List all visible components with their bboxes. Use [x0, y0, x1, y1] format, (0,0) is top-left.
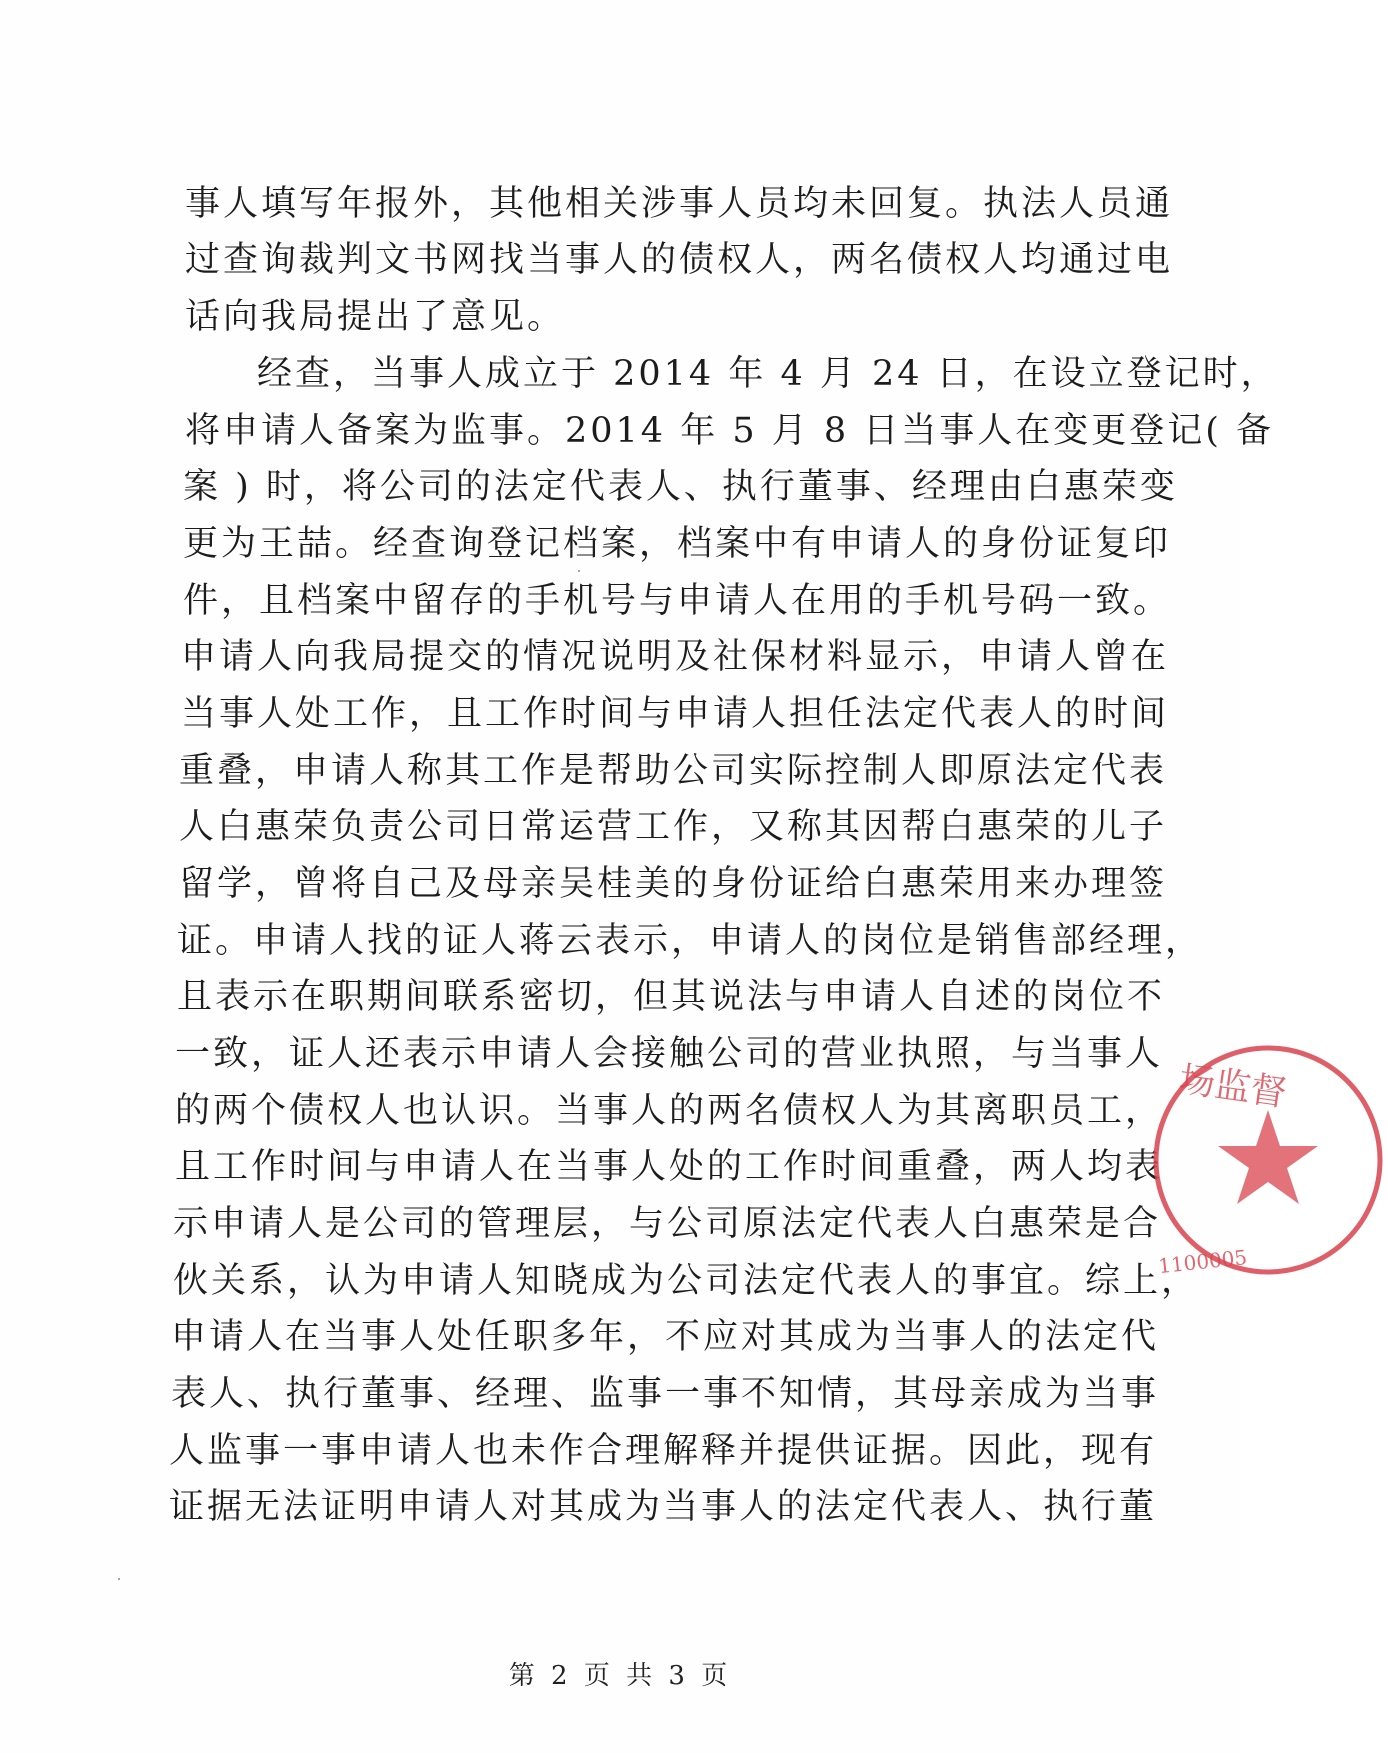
body-line-6: 案 ) 时，将公司的法定代表人、执行董事、经理由白惠荣变 — [183, 467, 1178, 507]
page-footer: 第 2 页 共 3 页 — [508, 1661, 732, 1691]
body-line-12: 人白惠荣负责公司日常运营工作，又称其因帮白惠荣的儿子 — [179, 807, 1168, 847]
body-line-21: 申请人在当事人处任职多年，不应对其成为当事人的法定代 — [171, 1317, 1160, 1357]
body-line-20: 伙关系，认为申请人知晓成为公司法定代表人的事宜。综上， — [173, 1261, 1200, 1301]
body-line-3: 话向我局提出了意见。 — [185, 297, 566, 337]
seal-number: 1100005 — [1157, 1244, 1249, 1279]
body-line-13: 留学，曾将自己及母亲吴桂美的身份证给白惠荣用来办理签 — [179, 864, 1168, 904]
body-line-7: 更为王喆。经查询登记档案，档案中有申请人的身份证复印 — [183, 524, 1172, 564]
scan-speck — [118, 1578, 120, 1580]
body-line-9: 申请人向我局提交的情况说明及社保材料显示，申请人曾在 — [181, 637, 1170, 677]
official-seal — [1148, 1040, 1388, 1280]
seal-star-icon — [1218, 1110, 1318, 1204]
body-line-22: 表人、执行董事、经理、监事一事不知情，其母亲成为当事 — [171, 1374, 1160, 1414]
body-line-17: 的两个债权人也认识。当事人的两名债权人为其离职员工， — [175, 1091, 1164, 1131]
body-line-16: 一致，证人还表示申请人会接触公司的营业执照，与当事人 — [175, 1034, 1164, 1074]
body-line-8: 件，且档案中留存的手机号与申请人在用的手机号码一致。 — [183, 581, 1172, 621]
body-line-1: 事人填写年报外，其他相关涉事人员均未回复。执法人员通 — [185, 184, 1174, 224]
body-line-19: 示申请人是公司的管理层，与公司原法定代表人白惠荣是合 — [173, 1204, 1162, 1244]
body-line-2: 过查询裁判文书网找当事人的债权人，两名债权人均通过电 — [185, 240, 1174, 280]
body-line-14: 证。申请人找的证人蒋云表示，申请人的岗位是销售部经理， — [177, 921, 1204, 961]
body-line-15: 且表示在职期间联系密切，但其说法与申请人自述的岗位不 — [177, 977, 1166, 1017]
body-line-18: 且工作时间与申请人在当事人处的工作时间重叠，两人均表 — [175, 1147, 1164, 1187]
body-line-11: 重叠，申请人称其工作是帮助公司实际控制人即原法定代表 — [179, 751, 1168, 791]
body-line-4: 经查，当事人成立于 2014 年 4 月 24 日，在设立登记时， — [257, 354, 1279, 394]
body-line-5: 将申请人备案为监事。2014 年 5 月 8 日当事人在变更登记( 备 — [185, 411, 1275, 451]
body-line-23: 人监事一事申请人也未作合理解释并提供证据。因此，现有 — [169, 1431, 1158, 1471]
body-line-10: 当事人处工作，且工作时间与申请人担任法定代表人的时间 — [181, 694, 1170, 734]
seal-text: 场监督 — [1176, 1059, 1290, 1115]
scan-speck — [578, 570, 580, 572]
body-line-24: 证据无法证明申请人对其成为当事人的法定代表人、执行董 — [169, 1487, 1158, 1527]
